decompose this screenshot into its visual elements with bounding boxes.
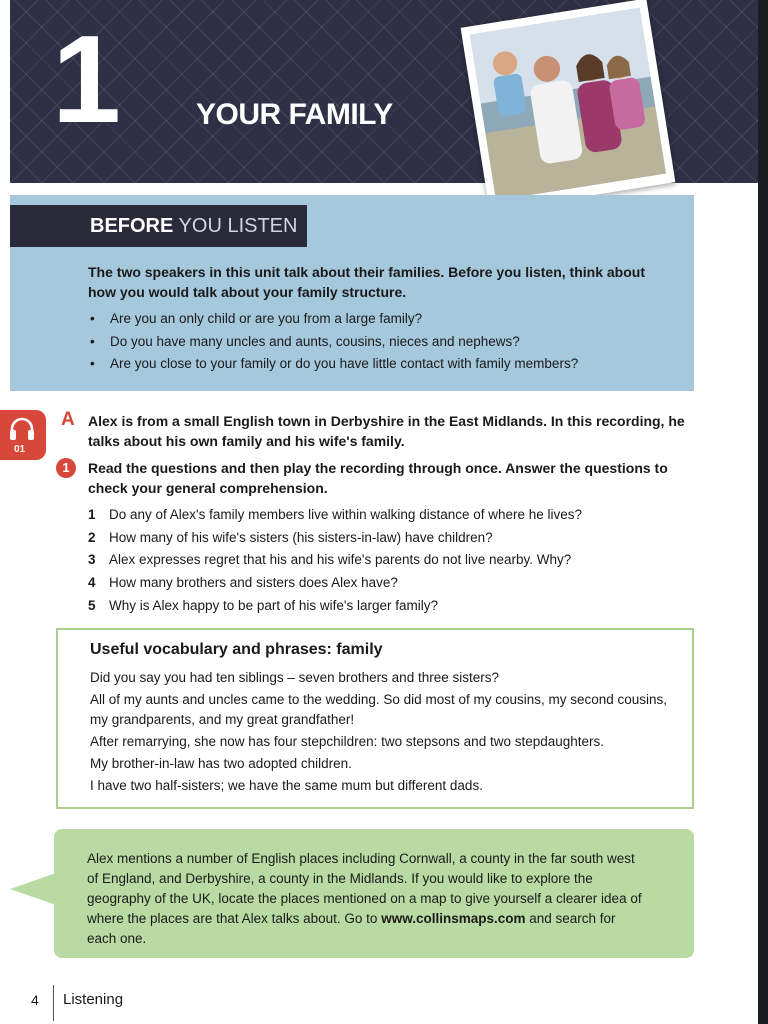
step-number-badge: 1	[56, 458, 76, 478]
bullet-item: • Are you an only child or are you from a large family?	[88, 308, 678, 331]
vocabulary-line: I have two half-sisters; we have the same mum but different dads.	[90, 778, 483, 793]
headphones-icon	[8, 416, 36, 442]
before-you-listen-heading: BEFORE YOU LISTEN	[10, 205, 307, 247]
audio-track-number: 01	[14, 444, 26, 455]
footer-section-label: Listening	[63, 991, 124, 1008]
section-a-intro: Alex is from a small English town in Derbyshire in the East Midlands. In this recording, he talks about his own family and his wife's family.	[88, 413, 685, 449]
tip-text: Alex mentions a number of English places including Cornwall, a county in the far south west of England, and Derbyshire, a county in the Midlands. If you would like to explore the geography of the UK, locate the places mentioned on a map to give yourself a clearer idea of where the places are that Alex talks about. Go to www.collinsmaps.com and search for each one.	[87, 851, 642, 946]
bullet-item: • Are you close to your family or do you have little contact with family members?	[88, 353, 678, 376]
question-item: 4 How many brothers and sisters does Alex have?	[88, 575, 398, 591]
vocabulary-title: Useful vocabulary and phrases: family	[90, 641, 383, 658]
bullet-item: • Do you have many uncles and aunts, cousins, nieces and nephews?	[88, 331, 678, 354]
section-letter: A	[61, 409, 75, 430]
question-item: 5 Why is Alex happy to be part of his wife's larger family?	[88, 597, 438, 613]
unit-title: YOUR FAMILY	[196, 98, 393, 131]
before-you-listen-intro: The two speakers in this unit talk about their families. Before you listen, think about how you would talk about your family structure.	[88, 264, 645, 300]
family-photo	[461, 0, 676, 212]
before-you-listen-bullets	[88, 308, 678, 376]
collinsmaps-link[interactable]: www.collinsmaps.com	[381, 911, 526, 926]
vocabulary-line: All of my aunts and uncles came to the wedding. So did most of my cousins, my second cousins, my grandparents, and my great grandfather!	[90, 692, 668, 727]
question-item: 1 Do any of Alex's family members live within walking distance of where he lives?	[88, 507, 583, 522]
page-number: 4	[31, 992, 39, 1008]
vocabulary-line: After remarrying, she now has four stepchildren: two stepsons and two stepdaughters.	[90, 734, 605, 749]
question-item: 2 How many of his wife's sisters (his sisters-in-law) have children?	[88, 529, 493, 545]
tip-pointer	[10, 873, 56, 905]
vocabulary-lines	[90, 668, 680, 798]
step-instruction: Read the questions and then play the recording through once. Answer the questions to check your general comprehension.	[88, 460, 668, 496]
question-item: 3 Alex expresses regret that his and his wife's parents do not live nearby. Why?	[88, 552, 572, 568]
page-edge	[758, 0, 768, 1024]
footer-divider	[53, 985, 54, 1021]
vocabulary-line: My brother-in-law has two adopted children.	[90, 756, 352, 771]
unit-number: 1	[52, 11, 117, 149]
audio-track-badge[interactable]	[0, 410, 46, 460]
vocabulary-line: Did you say you had ten siblings – seven brothers and three sisters?	[90, 670, 499, 685]
question-list	[88, 504, 688, 618]
family-photo-illustration	[470, 8, 666, 201]
